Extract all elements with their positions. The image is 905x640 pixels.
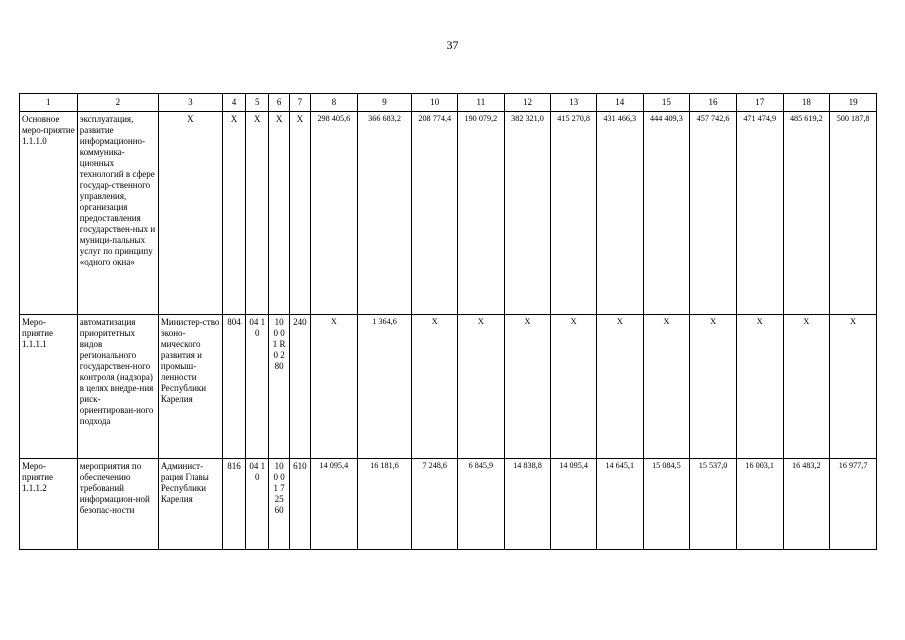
table-cell: 1 364,6 — [357, 315, 412, 459]
table-cell: 816 — [222, 459, 245, 550]
table-cell: 208 774,4 — [412, 112, 458, 315]
table-cell: Министер-ство эконо-мического развития и промыш-ленности Республики Карелия — [158, 315, 222, 459]
table-row — [20, 112, 877, 315]
table-cell: Меро-приятие 1.1.1.2 — [20, 459, 78, 550]
table-cell: 485 619,2 — [783, 112, 830, 315]
table-cell: Админист-рация Главы Республики Карелия — [158, 459, 222, 550]
table-cell: Х — [458, 315, 505, 459]
table-cell: Х — [412, 315, 458, 459]
table-cell: 610 — [289, 459, 310, 550]
table-cell: 16 977,7 — [830, 459, 877, 550]
column-header: 5 — [246, 94, 269, 112]
table-cell: Х — [596, 315, 643, 459]
budget-table — [19, 93, 877, 550]
header-row — [20, 94, 877, 112]
table-cell: 10 0 01 R0 280 — [269, 315, 289, 459]
table-cell: 6 845,9 — [458, 459, 505, 550]
table-cell: Х — [222, 112, 245, 315]
column-header: 1 — [20, 94, 78, 112]
column-header: 6 — [269, 94, 289, 112]
table-cell: Х — [504, 315, 551, 459]
table-cell: Х — [690, 315, 737, 459]
table-cell: 16 181,6 — [357, 459, 412, 550]
table-cell: 04 10 — [246, 315, 269, 459]
table-cell: 16 483,2 — [783, 459, 830, 550]
column-header: 3 — [158, 94, 222, 112]
table-cell: 16 003,1 — [736, 459, 783, 550]
table-cell: Х — [311, 315, 358, 459]
column-header: 7 — [289, 94, 310, 112]
table-cell: 14 838,8 — [504, 459, 551, 550]
table-cell: 444 409,3 — [643, 112, 690, 315]
column-header: 11 — [458, 94, 505, 112]
table-cell: Х — [269, 112, 289, 315]
table-cell: 471 474,9 — [736, 112, 783, 315]
table-cell: 7 248,6 — [412, 459, 458, 550]
table-cell: Основное меро-приятие 1.1.1.0 — [20, 112, 78, 315]
table-cell: мероприятия по обеспечению требований информацион-ной безопас-ности — [77, 459, 158, 550]
table-cell: Х — [830, 315, 877, 459]
column-header: 4 — [222, 94, 245, 112]
table-cell: 14 095,4 — [311, 459, 358, 550]
column-header: 9 — [357, 94, 412, 112]
table-cell: 14 645,1 — [596, 459, 643, 550]
table-cell: 415 270,8 — [551, 112, 597, 315]
table-cell: 10 0 01 725 60 — [269, 459, 289, 550]
table-cell: Х — [643, 315, 690, 459]
column-header: 17 — [736, 94, 783, 112]
table-cell: Х — [246, 112, 269, 315]
column-header: 2 — [77, 94, 158, 112]
table-cell: 500 187,8 — [830, 112, 877, 315]
table-cell: 366 683,2 — [357, 112, 412, 315]
column-header: 16 — [690, 94, 737, 112]
page-number: 37 — [446, 38, 459, 52]
table-cell: автоматизация приоритетных видов регионального государствен-ного контроля (надзора) в целях внедре-ния риск-ориентирован-ного подхода — [77, 315, 158, 459]
table-cell: Х — [158, 112, 222, 315]
table-cell: 240 — [289, 315, 310, 459]
table-row — [20, 459, 877, 550]
table-cell: 298 405,6 — [311, 112, 358, 315]
column-header: 18 — [783, 94, 830, 112]
table-cell: 14 095,4 — [551, 459, 597, 550]
column-header: 12 — [504, 94, 551, 112]
column-header: 15 — [643, 94, 690, 112]
column-header: 14 — [596, 94, 643, 112]
table-cell: 15 084,5 — [643, 459, 690, 550]
table-cell: Меро-приятие 1.1.1.1 — [20, 315, 78, 459]
table-cell: 382 321,0 — [504, 112, 551, 315]
table-cell: Х — [783, 315, 830, 459]
table-cell: 804 — [222, 315, 245, 459]
table-cell: 431 466,3 — [596, 112, 643, 315]
table-cell: Х — [289, 112, 310, 315]
column-header: 8 — [311, 94, 358, 112]
table-cell: 04 10 — [246, 459, 269, 550]
table-cell: 457 742,6 — [690, 112, 737, 315]
column-header: 10 — [412, 94, 458, 112]
table-cell: 15 537,0 — [690, 459, 737, 550]
column-header: 19 — [830, 94, 877, 112]
table-cell: Х — [736, 315, 783, 459]
table-cell: эксплуатация, развитие информационно-коммуника-ционных технологий в сфере государ-ственного управления, организация предоставления государствен-ных и муници-пальных услуг по принципу «одного окна» — [77, 112, 158, 315]
table-cell: Х — [551, 315, 597, 459]
table-cell: 190 079,2 — [458, 112, 505, 315]
column-header: 13 — [551, 94, 597, 112]
table-row — [20, 315, 877, 459]
